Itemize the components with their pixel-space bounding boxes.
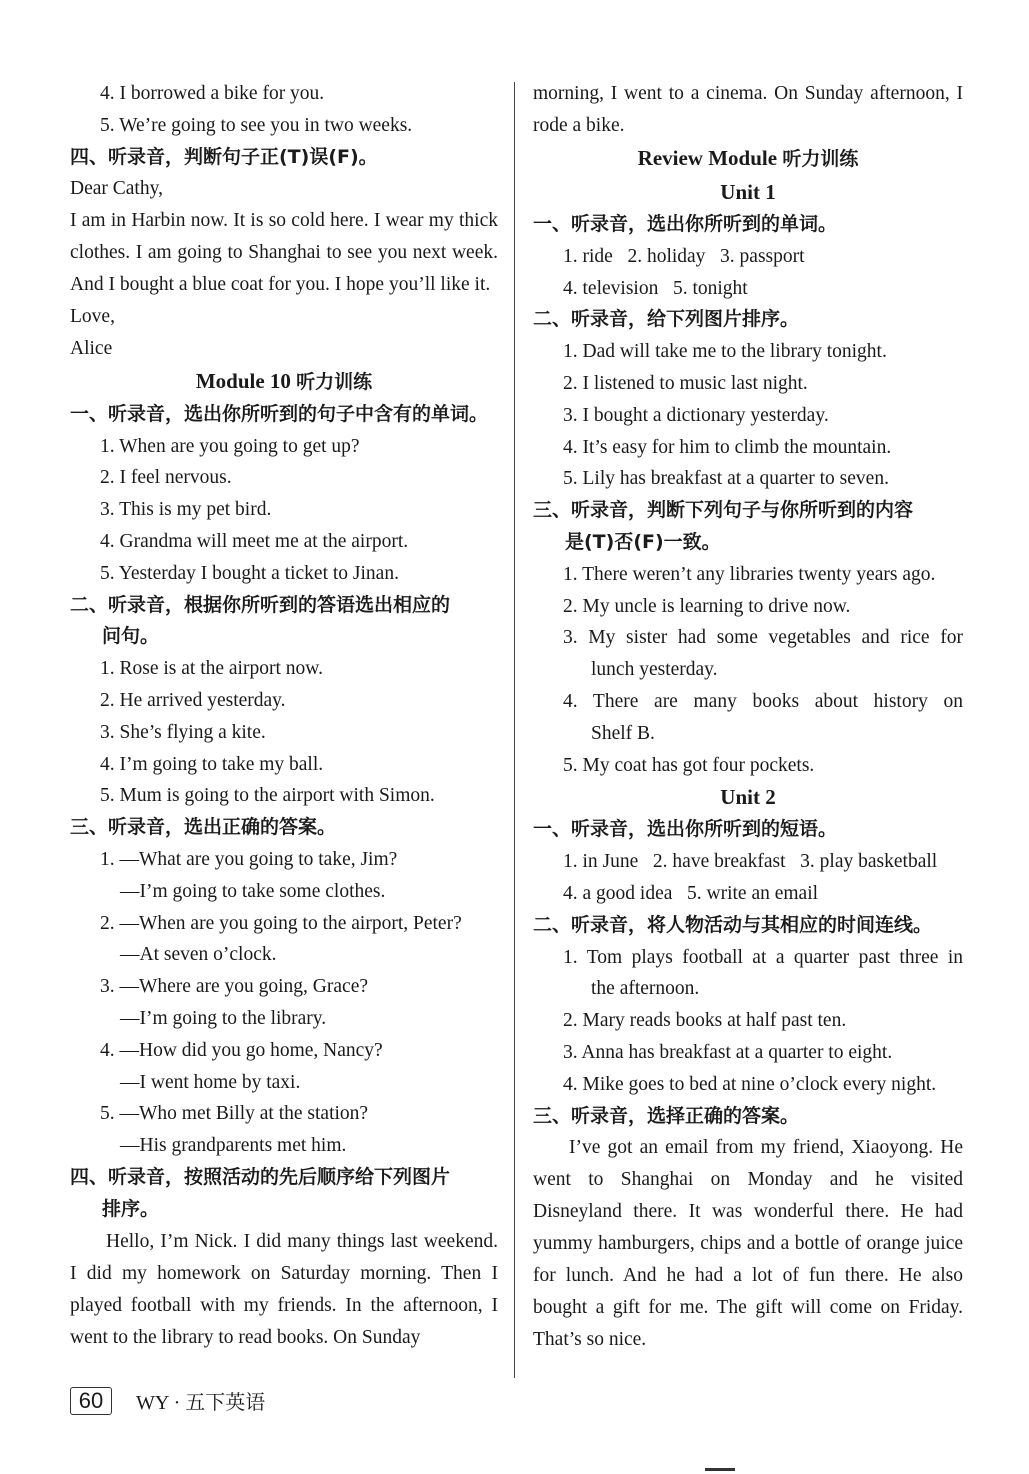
list-item-continued: lunch yesterday. <box>591 659 718 681</box>
letter-body: I am in Harbin now. It is so cold here. I wear my thick clothes. I am going to Shanghai to see you next week. And I bought a blue coat for you. I hope you’ll like it. <box>70 210 498 296</box>
dialog-question: 2. —When are you going to the airport, Peter? <box>100 912 462 934</box>
section-heading: 二、听录音，将人物活动与其相应的时间连线。 <box>533 913 933 936</box>
section-heading: 一、听录音，选出你所听到的单词。 <box>533 213 838 235</box>
module-title-en: Module 10 <box>195 368 291 393</box>
review-title-zh: 听力训练 <box>782 148 859 170</box>
letter <box>70 173 498 364</box>
phrase-list: 1. in June 2. have breakfast 3. play basketball <box>563 851 938 873</box>
list-item: 5. Yesterday I bought a ticket to Jinan. <box>100 562 399 584</box>
dialog-answer: —I’m going to take some clothes. <box>120 880 386 902</box>
dialog-answer: —His grandparents met him. <box>120 1135 347 1157</box>
section-heading-continued: 排序。 <box>102 1197 160 1220</box>
list-item: 4. Grandma will meet me at the airport. <box>100 530 409 552</box>
section-heading: 三、听录音，选择正确的答案。 <box>533 1104 800 1127</box>
section-heading: 三、听录音，判断下列句子与你所听到的内容 <box>533 499 914 522</box>
unit-title: Unit 1 <box>720 180 776 204</box>
letter-signature: Alice <box>70 337 113 359</box>
answer-line: 5. We’re going to see you in two weeks. <box>100 114 413 136</box>
list-item: 3. This is my pet bird. <box>100 499 272 521</box>
right-column <box>533 78 963 1356</box>
list-item: 2. My uncle is learning to drive now. <box>563 595 851 617</box>
section-heading: 一、听录音，选出你所听到的句子中含有的单词。 <box>70 402 489 425</box>
passage: I’ve got an email from my friend, Xiaoyong. He went to Shanghai on Monday and he visited Disneyland there. It was wonderful there. He had yummy hamburgers, chips and a bottle of orange juice for lunch. And he had a lot of fun there. He also bought a gift for me. The gift will come on Friday. That’s so nice. <box>533 1137 963 1351</box>
module-title-zh: 听力训练 <box>296 370 373 393</box>
bottom-edge-mark <box>705 1468 735 1471</box>
unit-title: Unit 2 <box>720 785 776 810</box>
section-heading-continued: 是(T)否(F)一致。 <box>565 530 721 553</box>
dialog-question: 1. —What are you going to take, Jim? <box>100 848 398 870</box>
list-item: 5. My coat has got four pockets. <box>563 754 815 776</box>
list-item: 2. Mary reads books at half past ten. <box>563 1010 847 1032</box>
phrase-list: 4. a good idea 5. write an email <box>563 882 819 904</box>
section-heading-continued: 问句。 <box>102 625 160 648</box>
list-item: 3. I bought a dictionary yesterday. <box>563 404 829 426</box>
review-module-title <box>533 142 963 176</box>
list-item: 5. Mum is going to the airport with Simon. <box>100 785 435 807</box>
dialog-answer: —At seven o’clock. <box>120 944 277 966</box>
section-heading: 四、听录音，按照活动的先后顺序给下列图片 <box>70 1165 451 1188</box>
section-heading: 二、听录音，给下列图片排序。 <box>533 308 800 331</box>
review-title-en: Review Module <box>637 146 778 170</box>
word-list: 1. ride 2. holiday 3. passport <box>563 245 805 267</box>
page-footer <box>70 1386 265 1415</box>
list-item: 5. Lily has breakfast at a quarter to seven. <box>563 468 889 490</box>
dialog-answer: —I went home by taxi. <box>120 1071 301 1093</box>
answer-line: 4. I borrowed a bike for you. <box>100 83 325 104</box>
passage: Hello, I’m Nick. I did many things last weekend. I did my homework on Saturday morning. Then I played football with my friends. In the afternoon, I went to the library to read books. On Sunday <box>70 1230 498 1348</box>
dialog-question: 5. —Who met Billy at the station? <box>100 1103 369 1125</box>
word-list: 4. television 5. tonight <box>563 277 748 299</box>
letter-closing: Love, <box>70 306 115 328</box>
section-heading: 四、听录音，判断句子正(T)误(F)。 <box>70 145 378 168</box>
list-item: 2. I listened to music last night. <box>563 372 808 394</box>
list-item: 4. There are many books about history on <box>563 690 963 712</box>
dialog-question: 3. —Where are you going, Grace? <box>100 976 369 998</box>
module-title <box>70 365 498 399</box>
list-item: 4. I’m going to take my ball. <box>100 753 324 775</box>
list-item: 1. Rose is at the airport now. <box>100 658 323 680</box>
book-series: WY · 五下英语 <box>136 1392 266 1414</box>
section-heading: 一、听录音，选出你所听到的短语。 <box>533 818 838 841</box>
list-item: 1. Tom plays football at a quarter past three in <box>563 946 963 968</box>
dialog-question: 4. —How did you go home, Nancy? <box>100 1039 383 1061</box>
list-item: 3. Anna has breakfast at a quarter to eight. <box>563 1041 893 1063</box>
section-heading: 二、听录音，根据你所听到的答语选出相应的 <box>70 593 451 616</box>
list-item: 1. There weren’t any libraries twenty years ago. <box>563 563 936 585</box>
list-item: 4. Mike goes to bed at nine o’clock every night. <box>563 1073 937 1095</box>
list-item: 3. She’s flying a kite. <box>100 721 266 743</box>
section-heading: 三、听录音，选出正确的答案。 <box>70 816 337 839</box>
list-item: 1. Dad will take me to the library tonight. <box>563 341 887 363</box>
list-item: 2. I feel nervous. <box>100 467 232 489</box>
letter-greeting: Dear Cathy, <box>70 178 163 200</box>
column-divider <box>514 82 515 1378</box>
list-item: 4. It’s easy for him to climb the mountain. <box>563 436 892 458</box>
list-item: 2. He arrived yesterday. <box>100 689 286 711</box>
list-item: 3. My sister had some vegetables and rice for <box>563 627 963 649</box>
left-column <box>70 78 498 1354</box>
passage-continued: morning, I went to a cinema. On Sunday afternoon, I rode a bike. <box>533 83 963 136</box>
list-item-continued: the afternoon. <box>591 978 700 1000</box>
dialog-answer: —I’m going to the library. <box>120 1007 327 1029</box>
list-item: 1. When are you going to get up? <box>100 435 360 457</box>
list-item-continued: Shelf B. <box>591 722 655 744</box>
page-number: 60 <box>70 1387 112 1415</box>
